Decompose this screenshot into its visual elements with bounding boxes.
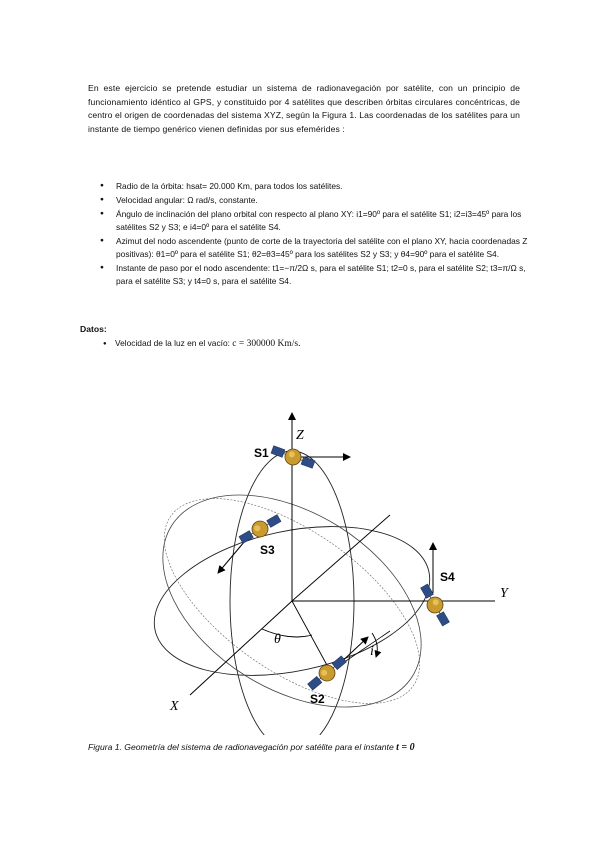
datos-label: Velocidad de la luz en el vacío: (114, 338, 230, 348)
ephemeris-list (100, 180, 530, 289)
list-item: ● Velocidad angular: Ω rad/s, constante. (100, 194, 530, 207)
x-axis (190, 601, 292, 695)
intro-paragraph: En este ejercicio se pretende estudiar un sistema de radionavegación por satélite, con un principio de funcionamiento idéntico al GPS, y constituido por 4 satélites que describen órbitas circulares concéntricas, de centro el origen de coordenadas del sistema XYZ, según la Figura 1. Las coordenadas de los satélites para un instante de tiempo genérico vienen definidas por sus efemérides : (88, 83, 520, 134)
caption-text: Figura 1. Geometría del sistema de radionavegación por satélite para el instante (88, 742, 394, 752)
sat-label-s4: S4 (440, 570, 455, 584)
theta-arc (262, 629, 312, 637)
satellite-icon-s3 (237, 511, 283, 547)
figure-caption (88, 742, 415, 753)
axis-label-z: Z (296, 428, 304, 443)
sat-label-s1: S1 (254, 446, 269, 460)
datos-heading: Datos: (80, 324, 107, 334)
datos-value: c = 300000 Km/s. (232, 339, 301, 349)
sat-label-s2: S2 (310, 692, 325, 706)
axis-label-x: X (170, 699, 179, 714)
list-item: ● Ángulo de inclinación del plano orbital con respecto al plano XY: i1=90º para el satélite S1; i2=i3=45º para los satélites S2 y S3; e i4=0º para el satélite S4. (100, 208, 530, 233)
axis-label-y: Y (500, 586, 508, 601)
sat-label-s3: S3 (260, 543, 275, 557)
orbit-figure (150, 405, 530, 735)
datos-item (103, 338, 300, 349)
orbit-s2 (150, 451, 459, 735)
theta-label: θ (274, 632, 281, 647)
satellite-icon-s4 (417, 582, 453, 628)
list-item: ● Azimut del nodo ascendente (punto de corte de la trayectoria del satélite con el plano XY, hacia coordenadas Z positivas): θ1=0º para el satélite S1; θ2=θ3=45º para los satélites S2 y S3; y θ4=90º para el satélite S4. (100, 235, 530, 260)
inclination-label: i (370, 644, 374, 659)
list-item: ● Radio de la órbita: hsat= 20.000 Km, para todos los satélites. (100, 180, 530, 193)
node-line-2 (292, 601, 328, 667)
bullet-icon: ● (103, 341, 107, 347)
list-item: ● Instante de paso por el nodo ascendente: t1=−π/2Ω s, para el satélite S1; t2=0 s, para el satélite S2; t3=π/Ω s, para el satélite S3; y t4=0 s, para el satélite S4. (100, 262, 530, 287)
inclination-ref (340, 631, 390, 665)
caption-equation: t = 0 (396, 742, 415, 753)
